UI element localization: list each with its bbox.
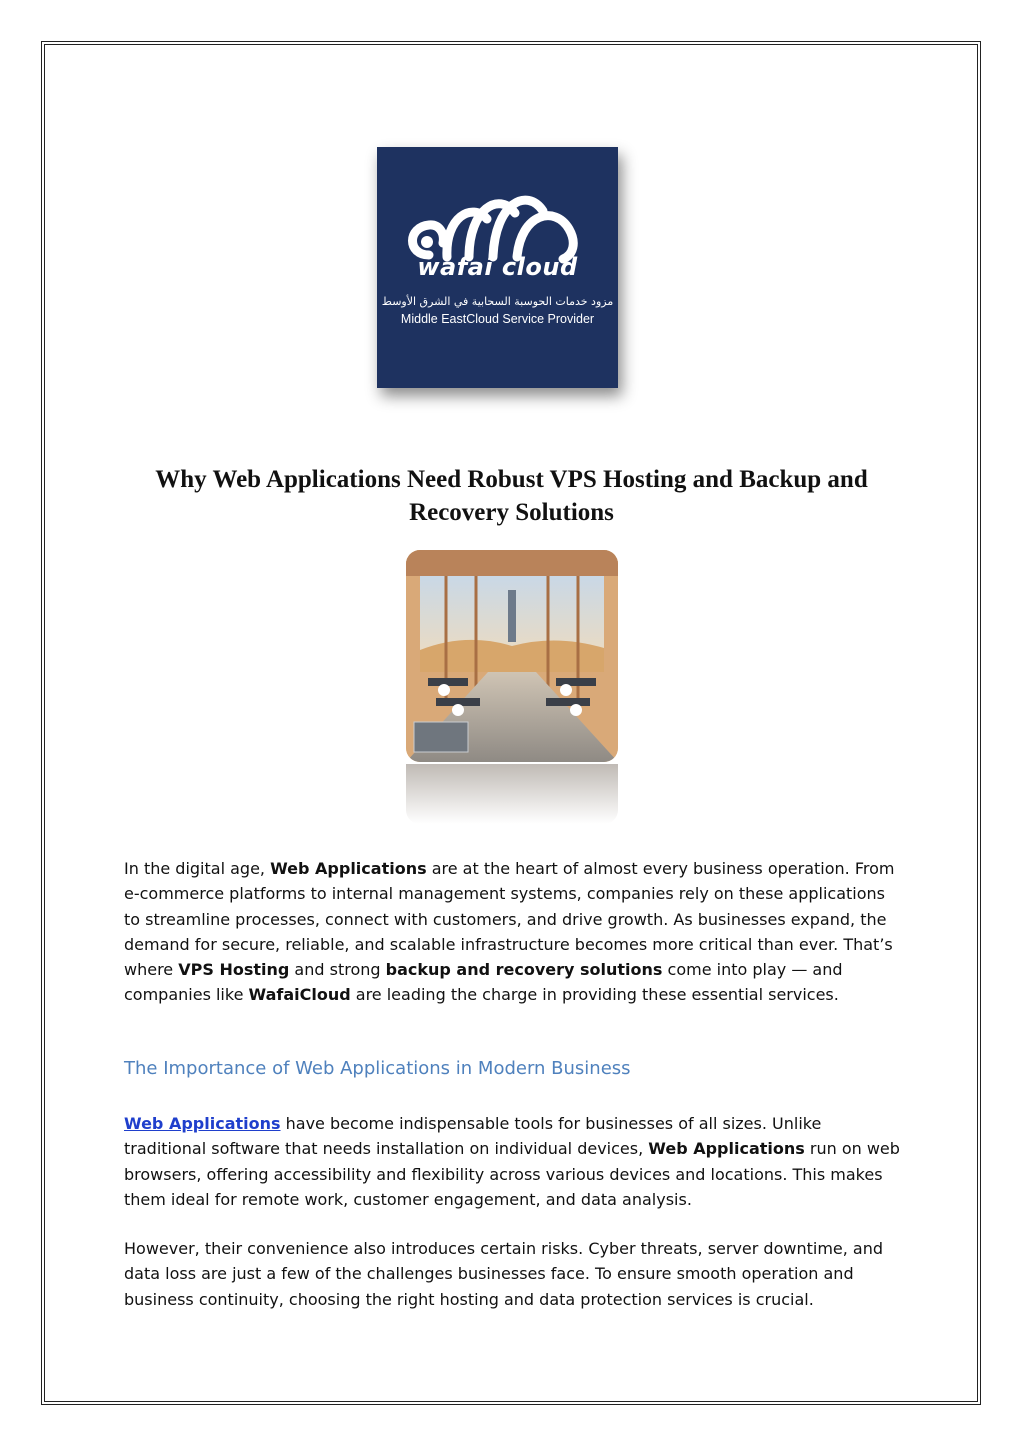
section-heading: The Importance of Web Applications in Modern Business xyxy=(124,1058,631,1079)
web-applications-link[interactable]: Web Applications xyxy=(124,1114,281,1133)
logo-brand-text: wafai cloud xyxy=(417,253,578,281)
wafaicloud-logo xyxy=(377,147,618,388)
page-title: Why Web Applications Need Robust VPS Hosting and Backup and Recovery Solutions xyxy=(155,466,868,526)
section-paragraph-2: However, their convenience also introduces certain risks. Cyber threats, server downtime, and data loss are just a few of the challenges businesses face. To ensure smooth operation and business continuity, choosing the right hosting and data protection services is crucial. xyxy=(124,1239,884,1309)
logo-arabic-tagline: مزود خدمات الحوسبة السحابية في الشرق الأوسط xyxy=(381,295,614,308)
section-paragraph-1: Web Applications have become indispensable tools for businesses of all sizes. Unlike traditional software that needs installation on individual devices, Web Applications run on web browsers, offering accessibility and flexibility across various devices and locations. This makes them ideal for remote work, customer engagement, and data analysis. xyxy=(124,1114,900,1209)
support-office-image xyxy=(406,550,618,762)
image-reflection xyxy=(406,764,618,824)
intro-paragraph: In the digital age, Web Applications are at the heart of almost every business operation. From e-commerce platforms to internal management systems, companies rely on these applications to streamline processes, connect with customers, and drive growth. As businesses expand, the demand for secure, reliable, and scalable infrastructure becomes more critical than ever. That’s where VPS Hosting and strong backup and recovery solutions come into play — and companies like WafaiCloud are leading the charge in providing these essential services. xyxy=(124,859,895,1005)
logo-subtitle: Middle EastCloud Service Provider xyxy=(400,312,595,326)
